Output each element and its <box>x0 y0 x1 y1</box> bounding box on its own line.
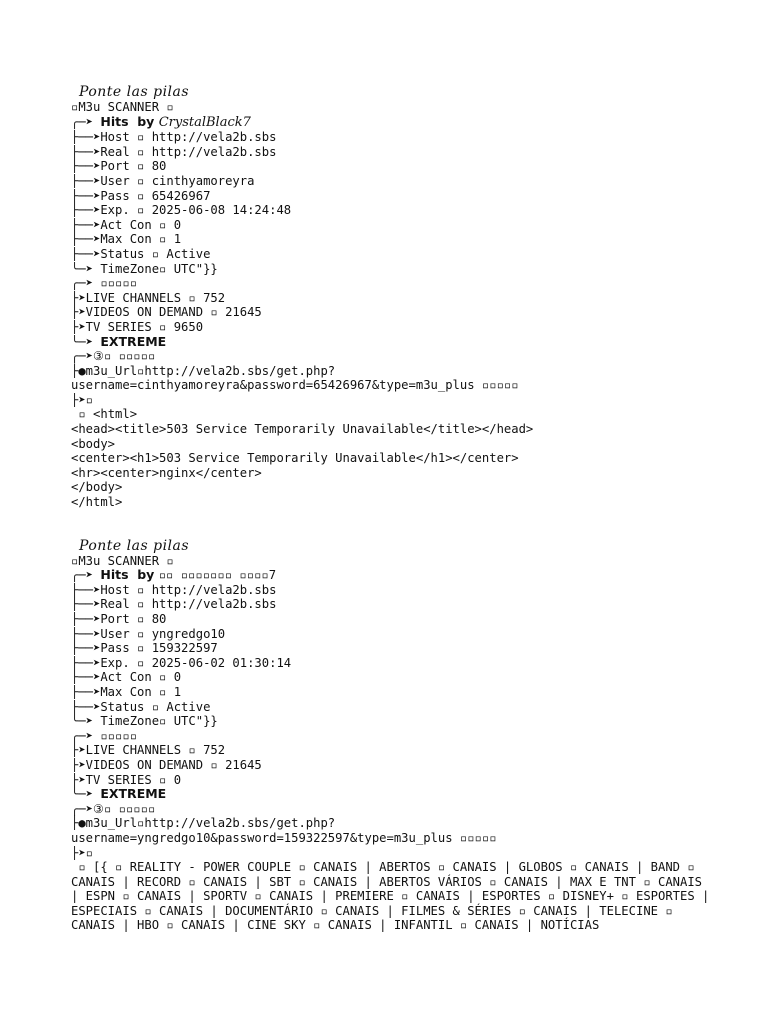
field-real: ├──➤Real ▫ http://vela2b.sbs <box>71 144 277 159</box>
tree-branch: ╰─➤ <box>71 334 101 349</box>
field-act-con: ├──➤Act Con ▫ 0 <box>71 670 182 685</box>
field-real: ├──➤Real ▫ http://vela2b.sbs <box>71 597 277 612</box>
hits-line <box>71 115 711 131</box>
field-host: ├──➤Host ▫ http://vela2b.sbs <box>71 130 277 145</box>
hits-label: Hits by <box>100 114 159 129</box>
hits-author: CrystalBlack7 <box>158 114 251 130</box>
count-series: ├➤TV SERIES ▫ 0 <box>71 772 182 787</box>
count-vod: ├➤VIDEOS ON DEMAND ▫ 21645 <box>71 305 262 320</box>
number-row: ╭─➤③▫ ▫▫▫▫▫ <box>71 801 156 816</box>
response-body: ▫ <html> <head><title>503 Service Temporarily Unavailable</title></head> <body> <center><h1>503 Service Temporarily Unavailable</h1></center> <hr><center>nginx</center> </body> </html> <box>71 407 534 510</box>
number-row: ╭─➤③▫ ▫▫▫▫▫ <box>71 349 156 364</box>
field-port: ├──➤Port ▫ 80 <box>71 612 167 626</box>
arrow-row: ├➤▫ <box>71 845 94 860</box>
hits-line <box>71 568 711 583</box>
field-status: ├──➤Status ▫ Active <box>71 699 211 714</box>
m3u-url: ├●m3u_Url▫http://vela2b.sbs/get.php? username=yngredgo10&password=159322597&type=m3u_plus ▫▫▫▫▫ <box>71 816 497 845</box>
field-port: ├──➤Port ▫ 80 <box>71 159 167 174</box>
scan-record <box>71 537 717 933</box>
extreme-line <box>71 787 711 802</box>
count-live-channels: ├➤LIVE CHANNELS ▫ 752 <box>71 743 226 758</box>
field-max-con: ├──➤Max Con ▫ 1 <box>71 232 182 247</box>
count-live-channels: ├➤LIVE CHANNELS ▫ 752 <box>71 290 226 305</box>
field-status: ├──➤Status ▫ Active <box>71 246 211 261</box>
field-max-con: ├──➤Max Con ▫ 1 <box>71 684 182 699</box>
document <box>71 84 717 933</box>
field-host: ├──➤Host ▫ http://vela2b.sbs <box>71 582 277 597</box>
field-user: ├──➤User ▫ cinthyamoreyra <box>71 173 255 188</box>
extreme-label: EXTREME <box>100 787 167 802</box>
arrow-row: ├➤▫ <box>71 392 94 407</box>
field-pass: ├──➤Pass ▫ 159322597 <box>71 641 218 656</box>
field-user: ├──➤User ▫ yngredgo10 <box>71 626 226 641</box>
scan-record <box>71 85 711 510</box>
tree-branch: ╭─➤ <box>71 568 101 583</box>
icons-row: ╭─➤ ▫▫▫▫▫ <box>71 276 138 291</box>
extreme-line <box>71 335 711 350</box>
scanner-header: ▫M3u SCANNER ▫ <box>71 100 174 114</box>
extreme-label: EXTREME <box>100 334 167 349</box>
tree-branch: ╰─➤ <box>71 787 101 802</box>
count-vod: ├➤VIDEOS ON DEMAND ▫ 21645 <box>71 757 262 772</box>
record-title: Ponte las pilas <box>79 537 190 554</box>
response-body: ▫ [{ ▫ REALITY - POWER COUPLE ▫ CANAIS | ABERTOS ▫ CANAIS | GLOBOS ▫ CANAIS | BAND ▫ CANAIS | RECORD ▫ CANAIS | SBT ▫ CANAIS | ABERTOS VÁRIOS ▫ CANAIS | MAX E TNT ▫ CANAIS | ESPN ▫ CANAIS | SPORTV ▫ CANAIS | PREMIERE ▫ CANAIS | ESPORTES ▫ DISNEY+ ▫ ESPORTES | ESPECIAIS ▫ CANAIS | DOCUMENTÁRIO ▫ CANAIS | FILMES & SÉRIES ▫ CANAIS | TELECINE ▫ CANAIS | HBO ▫ CANAIS | CINE SKY ▫ CANAIS | INFANTIL ▫ CANAIS | NOTÍCIAS <box>71 860 717 933</box>
field-timezone: ╰─➤ TimeZone▫ UTC"}} <box>71 714 218 729</box>
tree-branch: ╭─➤ <box>71 114 101 129</box>
field-exp: ├──➤Exp. ▫ 2025-06-08 14:24:48 <box>71 203 292 218</box>
record-title: Ponte las pilas <box>79 84 190 100</box>
m3u-url: ├●m3u_Url▫http://vela2b.sbs/get.php? username=cinthyamoreyra&password=65426967&type=m3u_plus ▫▫▫▫▫ <box>71 363 519 393</box>
count-series: ├➤TV SERIES ▫ 9650 <box>71 319 204 334</box>
hits-label: Hits by <box>100 568 159 583</box>
icons-row: ╭─➤ ▫▫▫▫▫ <box>71 728 138 743</box>
hits-author: ▫▫ ▫▫▫▫▫▫▫ ▫▫▫▫7 <box>158 568 277 583</box>
field-pass: ├──➤Pass ▫ 65426967 <box>71 188 211 203</box>
field-exp: ├──➤Exp. ▫ 2025-06-02 01:30:14 <box>71 655 292 670</box>
field-timezone: ╰─➤ TimeZone▫ UTC"}} <box>71 261 218 276</box>
scanner-header: ▫M3u SCANNER ▫ <box>71 553 174 568</box>
field-act-con: ├──➤Act Con ▫ 0 <box>71 217 182 232</box>
